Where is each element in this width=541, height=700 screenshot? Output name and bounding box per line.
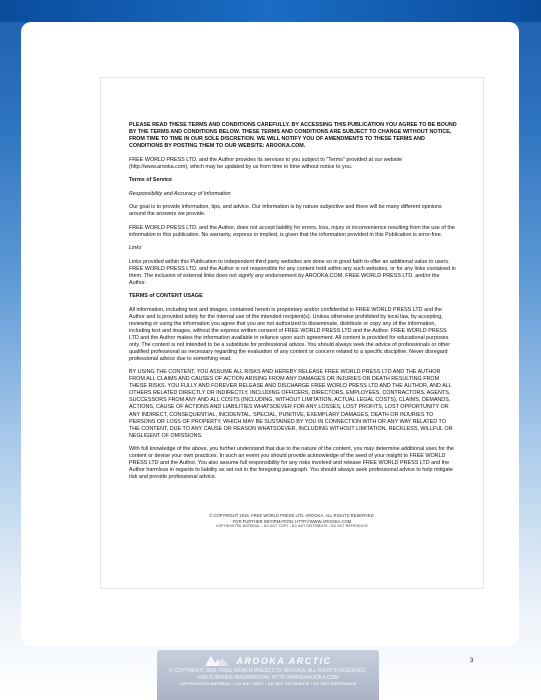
content-paragraph: All information, including text and images, contained herein is proprietary and/or confidential to FREE WORLD PRESS LTD and the Author and is provided solely for the internal use of the intended recipient(s). Unless otherwise prohibited by local law, by accepting, reviewing or using the information you agree that you are not authorized to disseminate, distribute or copy any of the information, including text and images, without the express written consent of FREE WORLD PRESS LTD and the Author. FREE WORLD PRESS LTD and the Author makes the information available in reliance upon such agreement. All content is provided for educational purposes only. The content is not intended to be a substitute for professional advice. You should always seek the advice of professionals or other qualified professional as necessary regarding the evaluation of any content or concern related to a specific discipline. Never disregard professional advice due to something read.	[129, 306, 451, 362]
intro-paragraph: FREE WORLD PRESS LTD. and the Author provides its services to you subject to "Terms" provided at our website (http://www.arooka.com), which may be updated by us from time to time without notice to you.	[129, 156, 403, 170]
mountain-logo-icon	[204, 655, 230, 667]
page-frame	[21, 22, 519, 646]
document-sheet	[101, 78, 483, 588]
document-footer-fine-print: COPYRIGHTED MATERIAL • DO NOT COPY • DO NOT DISTRIBUTE • DO NOT REPRODUCE	[215, 524, 368, 529]
document-footer	[101, 513, 483, 529]
goal-paragraph: Our goal is to provide information, tips, and advice. Our information is by nature subjective and there will be many different opinions around the answers we provide.	[129, 204, 442, 218]
terms-of-service-heading: Terms of Service	[129, 177, 173, 184]
page-number: 3	[470, 658, 474, 664]
document-footer-copyright: © COPYRIGHT 2016. FREE WORLD PRESS LTD. AROOKA. ALL RIGHTS RESERVED.	[209, 513, 375, 518]
footer-info: FOR FURTHER INFORMATION: HTTP://WWW.AROOKA.COM	[197, 674, 339, 681]
top-banner-strip	[0, 0, 541, 22]
footer-brand: AROOKA ARCTIC	[236, 656, 332, 666]
footer-logo-row	[157, 654, 379, 668]
footer-fine-print: COPYRIGHTED MATERIAL • DO NOT COPY • DO NOT DISTRIBUTE • DO NOT REPRODUCE	[179, 681, 357, 686]
document-footer-info: FOR FURTHER INFORMATION: HTTP://WWW.AROOKA.COM	[232, 518, 352, 524]
risk-paragraph: BY USING THE CONTENT, YOU ASSUME ALL RISKS AND HEREBY RELEASE FREE WORLD PRESS LTD AND THE AUTHOR FROM ALL CLAIMS AND CAUSES OF ACTION ARISING FROM ANY DAMAGES OR INJURIES OR DEATH RESULTING FROM THESE RISKS. YOU FULLY AND FOREVER RELEASE AND DISCHARGE FREE WORLD PRESS LTD AND THE AUTHOR, AND ALL OTHERS RELATED DIRECTLY OR INDIRECTLY, INCLUDING OFFICERS, DIRECTORS, EMPLOYEES, CONTRACTORS, AGENTS, SUCCESSORS FROM ANY AND ALL COSTS (INCLUDING, WITHOUT LIMITATION, ACTUAL LEGAL COSTS), CLAIMS, DEMANDS, ACTIONS, CAUSE OF ACTIONS AND LIABILITIES WHATSOEVER FOR ANY LOSSES, LOST PROFITS, LOST OPPORTUNITY OR ANY INDIRECT, CONSEQUENTIAL, INCIDENTAL, SPECIAL, PUNITIVE, EXEMPLARY DAMAGES, DEATH OR INJURIES TO PERSONS OR LOSS OF PROPERTY, WHICH MAY BE SUSTAINED BY YOU IN CONNECTION WITH OR ANY WAY RELATED TO THE CONTENT, DUE TO ANY CAUSE OR REASON WHATSOEVER, INCLUDING WITHOUT LIMITATION, RECKLESS, WILLFUL OR NEGLIGENT OF OMISSIONS.	[129, 369, 453, 439]
knowledge-paragraph: With full knowledge of the above, you further understand that due to the nature of the content, you may determine additional uses for the content or devise your own practices. In such an event you should provide acknowledge of the seed of your insight to FREE WORLD PRESS LTD and the Author. You also assume full responsibility for any risks involved and release FREE WORLD PRESS LTD and the Author harmless in regards to liability as set out in the foregoing paragraph. You should always seek professional advice to help mitigate risk and provide professional advice.	[129, 446, 454, 481]
content-usage-heading: TERMS of CONTENT USAGE	[129, 293, 203, 300]
responsibility-heading: Responsibility and Accuracy of Information	[129, 190, 231, 197]
footer-copyright: © COPYRIGHT 2016. FREE WORLD PRESS LTD. AROOKA. ALL RIGHTS RESERVED.	[169, 668, 367, 674]
document-body	[129, 122, 457, 488]
terms-notice: PLEASE READ THESE TERMS AND CONDITIONS CAREFULLY. BY ACCESSING THIS PUBLICATION YOU AGREE TO BE BOUND BY THE TERMS AND CONDITIONS BELOW. THESE TERMS AND CONDITIONS ARE SUBJECT TO CHANGE WITHOUT NOTICE, FROM TIME TO TIME IN OUR SOLE DISCRETION. WE WILL NOTIFY YOU OF AMENDMENTS TO THESE TERMS AND CONDITIONS BY POSTING THEM TO OUR WEBSITE: AROOKA.COM.	[129, 122, 457, 150]
links-paragraph: Links provided within this Publication to independent third party websites are done so in good faith to offer an additional value to users. FREE WORLD PRESS LTD. and the Author is not responsible for any content held within any such websites, or for any links contained in them. The inclusion of external links does not signify any endorsement by AROOKA.COM, FREE WORLD PRESS LTD. and/or the Author.	[129, 258, 456, 286]
liability-paragraph: FREE WORLD PRESS LTD. and the Author, does not accept liability for errors, loss, injury or inconvenience resulting from the use of the information in this publication. No warranty, express or implied, is given that the information provided in this Publication is error-free.	[129, 224, 455, 238]
links-heading: Links	[129, 245, 142, 252]
footer-band	[157, 650, 379, 700]
